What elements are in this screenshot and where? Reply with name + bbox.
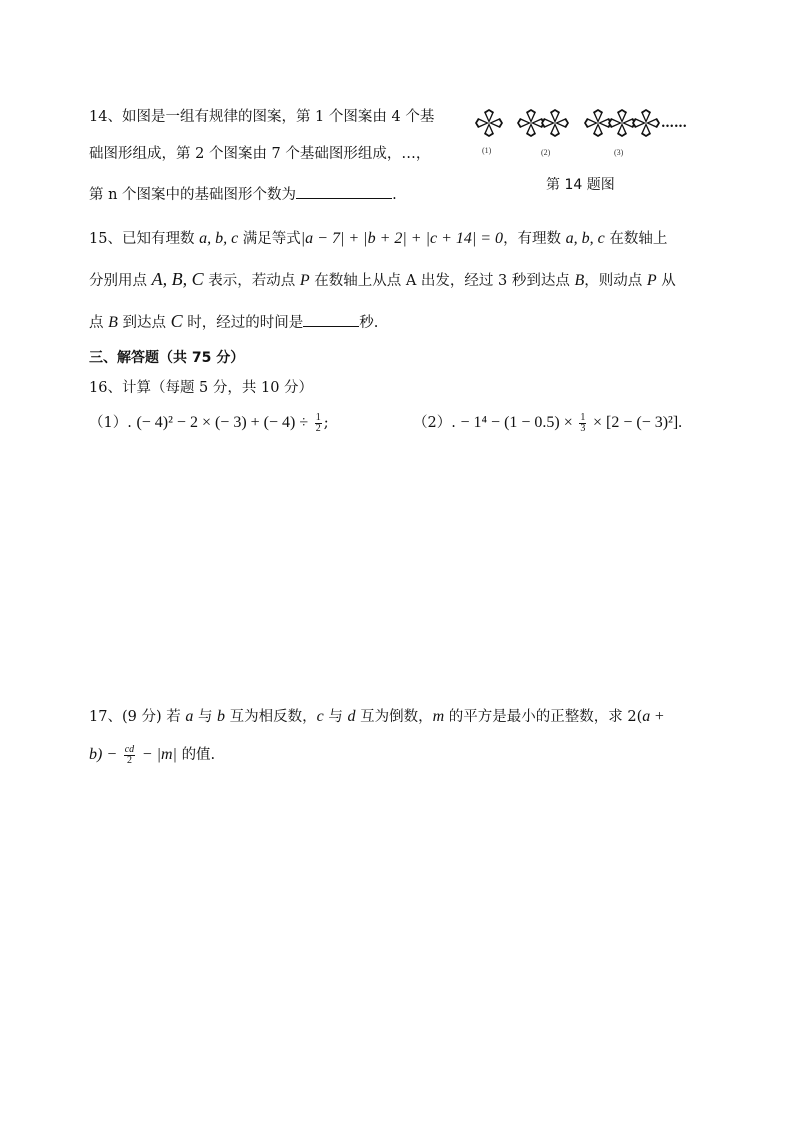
fraction-denominator: 2: [126, 754, 132, 766]
q15-line-3: [89, 311, 378, 332]
q14-line-2: 础图形组成，第 2 个图案由 7 个基础图形组成，…，: [89, 146, 431, 162]
q17-text: 的值.: [181, 747, 216, 763]
math-var-b: B: [108, 314, 118, 331]
semicolon: ;: [323, 415, 329, 431]
answer-blank: [296, 184, 392, 199]
q15-text: 分别用点: [89, 273, 147, 289]
math-var: c: [316, 708, 324, 725]
math-operator: +: [654, 708, 664, 725]
q14-line-1: 14、如图是一组有规律的图案，第 1 个图案由 4 个基: [89, 109, 435, 125]
math-var: m: [432, 708, 445, 725]
part-label: （2）.: [413, 415, 456, 431]
pattern-1: [475, 109, 503, 137]
math-var-p: P: [299, 272, 310, 289]
fraction-denominator: 3: [580, 422, 586, 434]
q17-text: 互为倒数，: [360, 709, 433, 725]
math-var: d: [347, 708, 356, 725]
math-points: A, B, C: [151, 269, 204, 289]
figure-label-3: (3): [614, 148, 624, 157]
q14-line-3-text: 第 n 个图案中的基础图形个数为: [89, 187, 297, 203]
math-expression: − 1⁴ − (1 − 0.5) ×: [460, 414, 573, 431]
q17-line-1: [89, 705, 664, 726]
q17-text: 互为相反数，: [229, 709, 317, 725]
figure-label-1: (1): [482, 146, 492, 155]
q17-text: 与: [328, 709, 343, 725]
math-var-c: C: [170, 311, 183, 331]
math-vars: a, b, c: [565, 230, 605, 247]
q16-title: 16、计算（每题 5 分，共 10 分）: [89, 380, 314, 396]
pattern-2: [517, 109, 569, 137]
q15-text: 表示，若动点: [208, 273, 296, 289]
figure-label-2: (2): [541, 148, 551, 157]
q14-line-3: [89, 183, 397, 204]
q15-text: 从: [661, 273, 676, 289]
q14-period: .: [392, 187, 397, 203]
math-expression: (− 4)² − 2 × (− 3) + (− 4) ÷: [136, 414, 309, 431]
figure-caption: 第 14 题图: [546, 177, 615, 193]
q16-part-2: [413, 411, 682, 434]
fraction: [579, 413, 586, 434]
figure-14: [468, 98, 698, 168]
q15-line-1: [89, 227, 667, 248]
fraction: [124, 745, 135, 766]
pattern-3: [584, 109, 660, 137]
math-equation: |a − 7| + |b + 2| + |c + 14| = 0: [300, 230, 504, 247]
q15-text: 点: [89, 315, 104, 331]
q15-text: ，有理数: [503, 231, 562, 247]
q15-text: 在数轴上: [609, 231, 668, 247]
fraction-numerator: 1: [580, 411, 586, 423]
figure-ellipsis: ……: [661, 116, 687, 131]
q15-text: 秒.: [359, 315, 379, 331]
math-expression: × [2 − (− 3)²].: [593, 414, 683, 431]
q16-part-1: [89, 411, 329, 434]
math-var: a: [642, 708, 651, 725]
part-label: （1）.: [89, 415, 132, 431]
q17-text: 与: [197, 709, 213, 725]
q15-text: 15、已知有理数: [89, 231, 195, 247]
math-var: b: [217, 708, 226, 725]
math-var: a: [185, 708, 194, 725]
q15-text: 满足等式: [242, 231, 301, 247]
math-vars: a, b, c: [199, 230, 239, 247]
section-heading: 三、解答题（共 75 分）: [89, 350, 245, 366]
q15-text: 在数轴上从点 A 出发，经过 3 秒到达点: [314, 273, 570, 289]
q15-text: 时，经过的时间是: [187, 315, 304, 331]
q17-text: 17、(9 分) 若: [89, 709, 181, 725]
answer-blank: [303, 312, 359, 327]
fraction-numerator: cd: [124, 743, 135, 755]
fraction: [315, 413, 322, 434]
q15-line-2: [89, 269, 676, 290]
q15-text: ，则动点: [584, 273, 643, 289]
math-var-b: B: [574, 272, 585, 289]
math-expression: − |m|: [141, 746, 177, 763]
fraction-numerator: 1: [315, 411, 321, 423]
q15-text: 到达点: [122, 315, 166, 331]
q17-line-2: [89, 743, 215, 766]
q17-text: 的平方是最小的正整数，求 2(: [448, 709, 643, 725]
math-var-p: P: [646, 272, 657, 289]
math-expression: b) −: [89, 746, 118, 763]
fraction-denominator: 2: [315, 422, 321, 434]
